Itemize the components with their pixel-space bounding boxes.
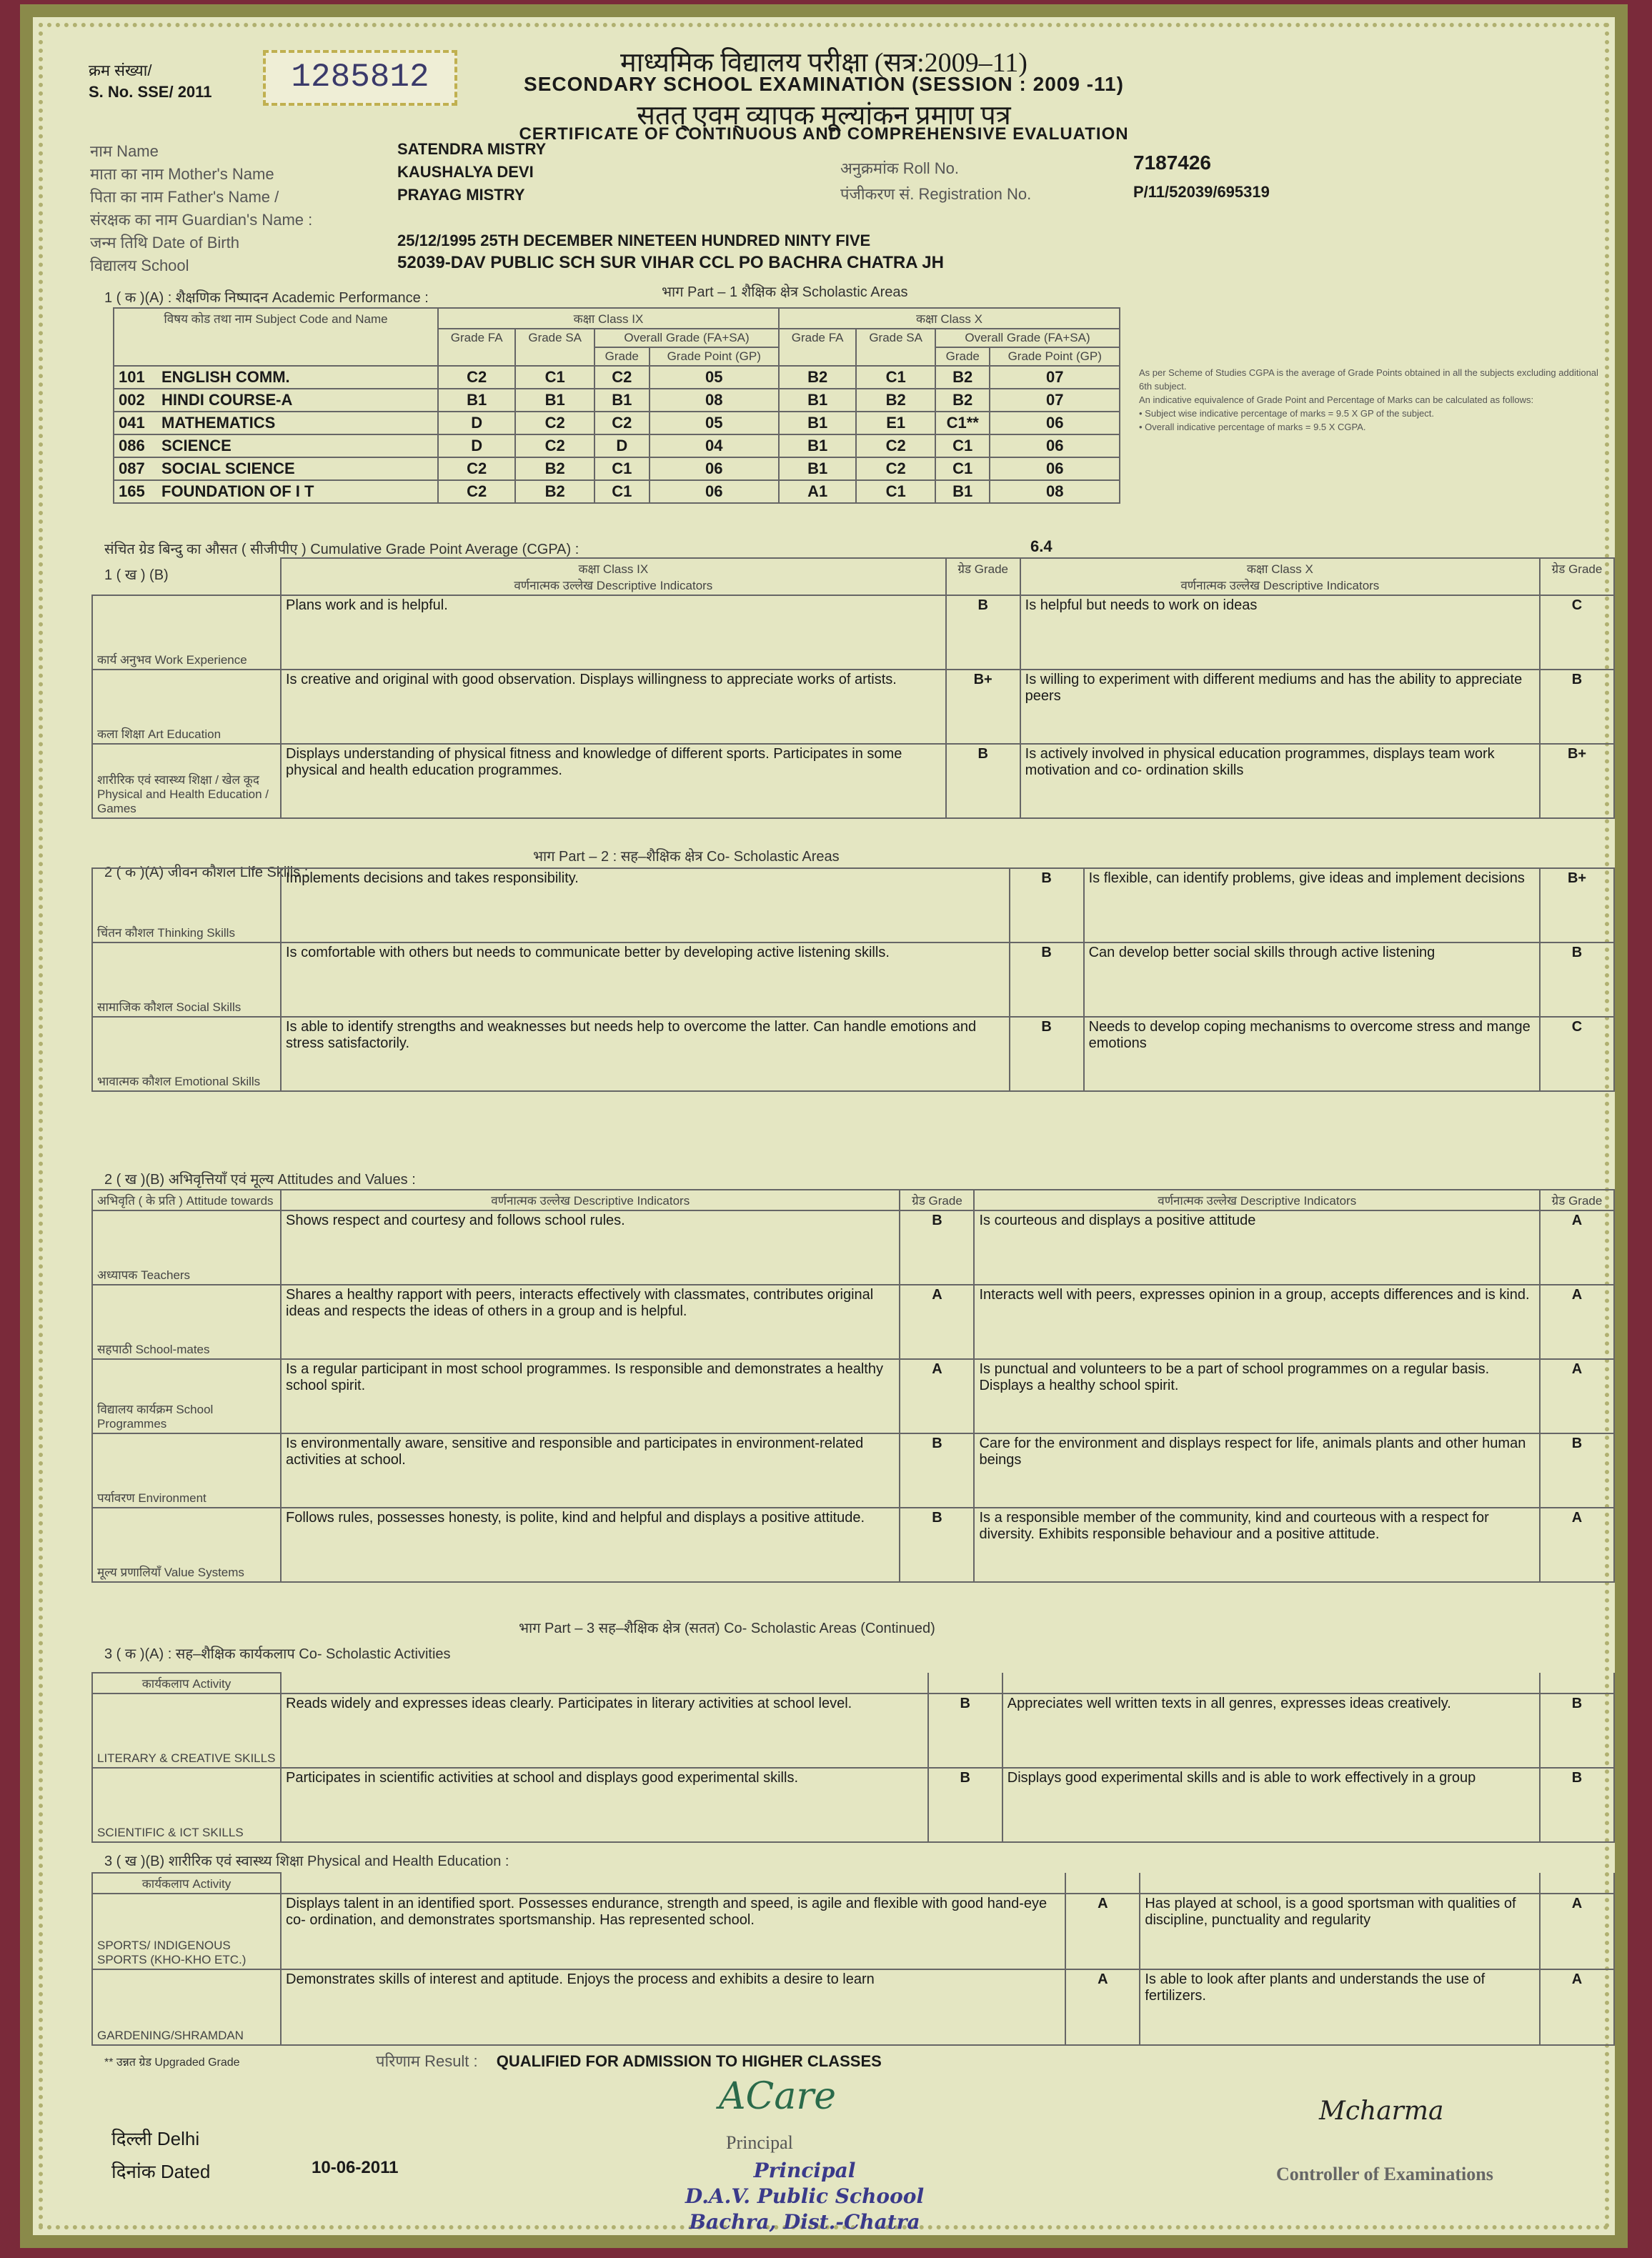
- class10-grade: B: [1540, 1694, 1614, 1768]
- class9-descriptor: Plans work and is helpful.: [281, 595, 946, 670]
- grade-cell: C1: [935, 457, 990, 480]
- class10-descriptor: Needs to develop coping mechanisms to overcome stress and mange emotions: [1084, 1017, 1540, 1091]
- result-value: QUALIFIED FOR ADMISSION TO HIGHER CLASSES: [496, 2052, 882, 2070]
- class9-grade: B: [1010, 1017, 1084, 1091]
- subject-name: FOUNDATION OF I T: [161, 482, 314, 500]
- class9-descriptor: Is able to identify strengths and weaknesses but needs help to overcome the latter. Can handle emotions and stress satisfactorily.: [281, 1017, 1010, 1091]
- row-label: SPORTS/ INDIGENOUS SPORTS (KHO-KHO ETC.): [92, 1894, 281, 1969]
- subject-name: MATHEMATICS: [161, 414, 276, 432]
- class9-header: कक्षा Class IX: [438, 308, 779, 329]
- grade-cell: 08: [650, 389, 779, 412]
- side-note: • Subject wise indicative percentage of marks = 9.5 X GP of the subject.: [1139, 408, 1434, 419]
- grade-cell: C1: [594, 480, 649, 503]
- grade-cell: 06: [650, 457, 779, 480]
- subject-name: HINDI COURSE-A: [161, 391, 293, 409]
- grade-cell: 07: [990, 389, 1120, 412]
- class9-grade: B: [946, 744, 1020, 818]
- serial-label-en: S. No. SSE/ 2011: [89, 83, 212, 101]
- mother-name: KAUSHALYA DEVI: [397, 163, 534, 181]
- side-notes: [1139, 366, 1611, 434]
- principal-signature: ACare: [719, 2075, 836, 2118]
- subject-code: 002: [119, 391, 145, 409]
- class10-grade: A: [1540, 1210, 1614, 1285]
- table-row: [114, 366, 1120, 389]
- row-label: GARDENING/SHRAMDAN: [92, 1969, 281, 2045]
- grade-fa-header: Grade FA: [779, 329, 856, 366]
- class9-descriptor: Displays understanding of physical fitness and knowledge of different sports. Participates in some physical and health education programmes.: [281, 744, 946, 818]
- grade-cell: B2: [856, 389, 935, 412]
- class9-grade: A: [1065, 1894, 1140, 1969]
- row-label: पर्यावरण Environment: [92, 1433, 281, 1508]
- grade-cell: B2: [515, 457, 594, 480]
- school-value: 52039-DAV PUBLIC SCH SUR VIHAR CCL PO BACHRA CHATRA JH: [397, 253, 944, 272]
- part1b-section-label: 1 ( ख ) (B): [104, 567, 169, 583]
- table-row: [92, 1017, 1614, 1091]
- class10-descriptor: Has played at school, is a good sportsman with qualities of discipline, punctuality and regularity: [1140, 1894, 1540, 1969]
- subject-name: SCIENCE: [161, 437, 232, 454]
- class9-header: [281, 558, 946, 595]
- grade-cell: 06: [990, 434, 1120, 457]
- table-row: [92, 1210, 1614, 1285]
- desc-header: वर्णनात्मक उल्लेख Descriptive Indicators: [974, 1190, 1540, 1210]
- class9-descriptor: Is environmentally aware, sensitive and responsible and participates in environment-related activities at school.: [281, 1433, 900, 1508]
- class10-grade: A: [1540, 1508, 1614, 1582]
- class9-grade: B: [900, 1433, 974, 1508]
- grade-cell: B1: [594, 389, 649, 412]
- blank-header: [928, 1673, 1002, 1694]
- class9-grade: B: [1010, 868, 1084, 943]
- grade-sa-header: Grade SA: [515, 329, 594, 366]
- grade-cell: C2: [594, 412, 649, 434]
- controller-label: Controller of Examinations: [1276, 2164, 1493, 2184]
- grade-cell: D: [438, 434, 515, 457]
- hindi-subtitle: सतत् एवम् व्यापक मूल्यांकन प्रमाण पत्र: [637, 101, 1011, 131]
- side-note: • Overall indicative percentage of marks = 9.5 X CGPA.: [1139, 422, 1366, 432]
- table-row: [92, 744, 1614, 818]
- class10-descriptor: Is able to look after plants and understands the use of fertilizers.: [1140, 1969, 1540, 2045]
- grade-cell: C1: [515, 366, 594, 389]
- class9-descriptor: Shows respect and courtesy and follows school rules.: [281, 1210, 900, 1285]
- grade-header: Grade: [935, 347, 990, 366]
- row-label: अध्यापक Teachers: [92, 1210, 281, 1285]
- dob-value: 25/12/1995 25TH DECEMBER NINETEEN HUNDRED NINTY FIVE: [397, 232, 871, 249]
- grade-cell: C2: [856, 457, 935, 480]
- grade-cell: D: [594, 434, 649, 457]
- blank-header: [281, 1873, 1065, 1894]
- table-row: [114, 412, 1120, 434]
- grade-cell: B2: [515, 480, 594, 503]
- class10-descriptor: Is courteous and displays a positive attitude: [974, 1210, 1540, 1285]
- class10-grade: C: [1540, 595, 1614, 670]
- class10-descriptor: Interacts well with peers, expresses opinion in a group, accepts differences and is kind.: [974, 1285, 1540, 1359]
- subject-cell: [114, 434, 438, 457]
- cgpa-value: 6.4: [1030, 537, 1053, 555]
- table-row: [92, 943, 1614, 1017]
- blank-header: [92, 558, 281, 595]
- subject-code: 041: [119, 414, 145, 432]
- overall-header: Overall Grade (FA+SA): [594, 329, 779, 347]
- scholastic-table: [113, 307, 1120, 504]
- class9-grade: A: [1065, 1969, 1140, 2045]
- subject-cell: [114, 457, 438, 480]
- principal-label: Principal: [726, 2132, 793, 2153]
- part3-part-label: भाग Part – 3 सह–शैक्षिक क्षेत्र (सतत) Co- Scholastic Areas (Continued): [519, 1621, 935, 1636]
- gp-header: Grade Point (GP): [990, 347, 1120, 366]
- class10-grade: B: [1540, 943, 1614, 1017]
- subject-cell: [114, 412, 438, 434]
- class10-descriptor: Care for the environment and displays respect for life, animals plants and other human beings: [974, 1433, 1540, 1508]
- class9-descriptor: Displays talent in an identified sport. Possesses endurance, strength and speed, is agile and flexible with good hand-eye co- ordination, and demonstrates sportsmanship. Has represented school.: [281, 1894, 1065, 1969]
- grade-sa-header: Grade SA: [856, 329, 935, 366]
- part2-section-label: 2 ( क )(A) जीवन कौशल Life Skills :: [104, 865, 309, 880]
- row-label: चिंतन कौशल Thinking Skills: [92, 868, 281, 943]
- grade-cell: 05: [650, 366, 779, 389]
- stamp-line: D.A.V. Public Schoool: [685, 2184, 925, 2208]
- class9-grade: B: [928, 1694, 1002, 1768]
- stamp-line: Principal: [753, 2159, 856, 2182]
- grade-cell: 04: [650, 434, 779, 457]
- class9-grade: A: [900, 1359, 974, 1433]
- class10-header: [1020, 558, 1540, 595]
- table-row: [92, 868, 1614, 943]
- upgraded-note: ** उन्नत ग्रेड Upgraded Grade: [104, 2056, 240, 2069]
- class9-grade: B: [900, 1210, 974, 1285]
- grade-cell: C1: [594, 457, 649, 480]
- physical-education-table: [91, 1872, 1615, 2046]
- blank-header: [1540, 1673, 1614, 1694]
- class10-descriptor: Is flexible, can identify problems, give ideas and implement decisions: [1084, 868, 1540, 943]
- dob-label: जन्म तिथि Date of Birth: [90, 234, 239, 252]
- class10-descriptor: Can develop better social skills through active listening: [1084, 943, 1540, 1017]
- grade-header: ग्रेड Grade: [1540, 1190, 1614, 1210]
- grade-cell: C1: [856, 366, 935, 389]
- class9-descriptor: Implements decisions and takes responsibility.: [281, 868, 1010, 943]
- blank-header: [281, 1673, 928, 1694]
- desc-header: वर्णनात्मक उल्लेख Descriptive Indicators: [281, 1190, 900, 1210]
- table-row: [92, 1359, 1614, 1433]
- grade-cell: 06: [990, 412, 1120, 434]
- row-label: विद्यालय कार्यक्रम School Programmes: [92, 1359, 281, 1433]
- side-note: An indicative equivalence of Grade Point and Percentage of Marks can be calculated as follows:: [1139, 394, 1534, 405]
- grade-fa-header: Grade FA: [438, 329, 515, 366]
- grade-cell: B1: [515, 389, 594, 412]
- class10-descriptor: Is punctual and volunteers to be a part of school programmes on a regular basis. Displays a healthy school spirit.: [974, 1359, 1540, 1433]
- grade-cell: B1: [438, 389, 515, 412]
- class9-grade: B+: [946, 670, 1020, 744]
- class9-descriptor: Is creative and original with good observation. Displays willingness to appreciate works of artists.: [281, 670, 946, 744]
- class10-descriptor: Is willing to experiment with different mediums and has the ability to appreciate peers: [1020, 670, 1540, 744]
- class9-grade: B: [1010, 943, 1084, 1017]
- father-label: पिता का नाम Father's Name /: [90, 188, 279, 206]
- class10-grade: A: [1540, 1285, 1614, 1359]
- row-label: सामाजिक कौशल Social Skills: [92, 943, 281, 1017]
- date-value: 10-06-2011: [312, 2158, 399, 2177]
- class9-descriptor: Is comfortable with others but needs to communicate better by developing active listening skills.: [281, 943, 1010, 1017]
- certificate-paper: [20, 4, 1628, 2248]
- guardian-label: संरक्षक का नाम Guardian's Name :: [90, 211, 313, 229]
- row-label: SCIENTIFIC & ICT SKILLS: [92, 1768, 281, 1842]
- activities-table: [91, 1672, 1615, 1843]
- result-label: परिणाम Result :: [376, 2052, 478, 2070]
- subject-code: 165: [119, 482, 145, 500]
- grade-cell: B2: [935, 389, 990, 412]
- class9-grade: A: [900, 1285, 974, 1359]
- grade-cell: C2: [594, 366, 649, 389]
- row-label: मूल्य प्रणालियाँ Value Systems: [92, 1508, 281, 1582]
- grade-cell: B1: [779, 412, 856, 434]
- class9-grade: B: [900, 1508, 974, 1582]
- blank-header: [1140, 1873, 1540, 1894]
- table-row: [114, 480, 1120, 503]
- grade-cell: C2: [515, 412, 594, 434]
- blank-header: [1065, 1873, 1140, 1894]
- blank-header: [1540, 1873, 1614, 1894]
- school-label: विद्यालय School: [90, 257, 189, 274]
- english-subtitle: CERTIFICATE OF CONTINUOUS AND COMPREHENSIVE EVALUATION: [519, 124, 1129, 144]
- row-label: भावात्मक कौशल Emotional Skills: [92, 1017, 281, 1091]
- cgpa-label: संचित ग्रेड बिन्दु का औसत ( सीजीपीए ) Cumulative Grade Point Average (CGPA) :: [104, 542, 579, 557]
- part3b-section-label: 3 ( ख )(B) शारीरिक एवं स्वास्थ्य शिक्षा Physical and Health Education :: [104, 1854, 509, 1869]
- class10-descriptor: Displays good experimental skills and is able to work effectively in a group: [1002, 1768, 1540, 1842]
- class9-descriptor: Demonstrates skills of interest and aptitude. Enjoys the process and exhibits a desire to learn: [281, 1969, 1065, 2045]
- class10-descriptor: Is a responsible member of the community, kind and courteous with a respect for diversity. Exhibits responsible behaviour and a positive attitude.: [974, 1508, 1540, 1582]
- subject-code: 101: [119, 368, 145, 386]
- side-note: As per Scheme of Studies CGPA is the average of Grade Points obtained in all the subjects excluding additional 6th subject.: [1139, 367, 1598, 392]
- class9-label: कक्षा Class IX: [578, 562, 649, 576]
- grade-cell: C2: [515, 434, 594, 457]
- grade-cell: B1: [779, 434, 856, 457]
- class10-grade: A: [1540, 1359, 1614, 1433]
- overall-header: Overall Grade (FA+SA): [935, 329, 1120, 347]
- table-row: [92, 1508, 1614, 1582]
- grade-cell: C2: [856, 434, 935, 457]
- part3-section-label: 3 ( क )(A) : सह–शैक्षिक कार्यकलाप Co- Scholastic Activities: [104, 1646, 451, 1662]
- grade-cell: 07: [990, 366, 1120, 389]
- grade-cell: B1: [779, 389, 856, 412]
- part1-part-label: भाग Part – 1 शैक्षिक क्षेत्र Scholastic Areas: [662, 284, 908, 300]
- class10-descriptor: Is helpful but needs to work on ideas: [1020, 595, 1540, 670]
- table-row: [92, 1694, 1614, 1768]
- activity-header: कार्यकलाप Activity: [92, 1673, 281, 1694]
- grade-cell: 05: [650, 412, 779, 434]
- part1-section-label: 1 ( क )(A) : शैक्षणिक निष्पादन Academic Performance :: [104, 290, 429, 306]
- part2b-section-label: 2 ( ख )(B) अभिवृत्तियाँ एवं मूल्य Attitudes and Values :: [104, 1172, 416, 1188]
- gp-header: Grade Point (GP): [650, 347, 779, 366]
- table-row: [114, 434, 1120, 457]
- table-row: [92, 670, 1614, 744]
- serial-label-hi: क्रम संख्या/: [89, 61, 152, 79]
- life-skills-table: [91, 867, 1615, 1092]
- grade-cell: B2: [935, 366, 990, 389]
- attitudes-table: [91, 1189, 1615, 1583]
- subject-header: विषय कोड तथा नाम Subject Code and Name: [114, 308, 438, 366]
- table-row: [92, 1894, 1614, 1969]
- grade-cell: B1: [779, 457, 856, 480]
- table-row: [92, 1285, 1614, 1359]
- subject-code: 086: [119, 437, 145, 454]
- grade-cell: A1: [779, 480, 856, 503]
- table-row: [92, 595, 1614, 670]
- grade-cell: C1: [935, 434, 990, 457]
- subject-code: 087: [119, 459, 145, 477]
- mother-label: माता का नाम Mother's Name: [90, 165, 274, 183]
- grade-cell: C1**: [935, 412, 990, 434]
- controller-signature: Mcharma: [1319, 2097, 1444, 2126]
- stamp-line: Bachra, Dist.-Chatra: [689, 2210, 920, 2234]
- row-label: कार्य अनुभव Work Experience: [92, 595, 281, 670]
- principal-stamp: [604, 2158, 1005, 2235]
- grade-cell: C1: [856, 480, 935, 503]
- row-label: कला शिक्षा Art Education: [92, 670, 281, 744]
- class10-grade: C: [1540, 1017, 1614, 1091]
- father-name: PRAYAG MISTRY: [397, 186, 525, 204]
- class10-grade: A: [1540, 1969, 1614, 2045]
- subject-cell: [114, 366, 438, 389]
- desc-label: वर्णनात्मक उल्लेख Descriptive Indicators: [1180, 579, 1380, 592]
- class9-descriptor: Is a regular participant in most school programmes. Is responsible and demonstrates a healthy school spirit.: [281, 1359, 900, 1433]
- table-row: [114, 457, 1120, 480]
- reg-value: P/11/52039/695319: [1133, 183, 1270, 201]
- grade-cell: D: [438, 412, 515, 434]
- subject-name: SOCIAL SCIENCE: [161, 459, 295, 477]
- class9-descriptor: Shares a healthy rapport with peers, interacts effectively with classmates, contributes original ideas and respects the ideas of others in a group and is helpful.: [281, 1285, 900, 1359]
- subject-name: ENGLISH COMM.: [161, 368, 290, 386]
- name-label: नाम Name: [90, 142, 159, 160]
- class9-grade: B: [946, 595, 1020, 670]
- serial-number: 1285812: [263, 50, 457, 106]
- part2-part-label: भाग Part – 2 : सह–शैक्षिक क्षेत्र Co- Scholastic Areas: [533, 849, 840, 865]
- subject-cell: [114, 480, 438, 503]
- grade-header: ग्रेड Grade: [1540, 558, 1614, 595]
- table-row: [114, 389, 1120, 412]
- class9-descriptor: Participates in scientific activities at school and displays good experimental skills.: [281, 1768, 928, 1842]
- class10-grade: B+: [1540, 868, 1614, 943]
- grade-cell: 08: [990, 480, 1120, 503]
- descriptive-table-1b: [91, 557, 1615, 819]
- attitude-header: अभिवृति ( के प्रति ) Attitude towards: [92, 1190, 281, 1210]
- blank-header: [1002, 1673, 1540, 1694]
- grade-cell: C2: [438, 366, 515, 389]
- serial-label: [89, 60, 212, 103]
- grade-cell: C2: [438, 457, 515, 480]
- class10-grade: B: [1540, 1433, 1614, 1508]
- grade-cell: B2: [779, 366, 856, 389]
- date-label: दिनांक Dated: [111, 2161, 211, 2182]
- class10-descriptor: Appreciates well written texts in all genres, expresses ideas creatively.: [1002, 1694, 1540, 1768]
- class9-grade: B: [928, 1768, 1002, 1842]
- row-label: सहपाठी School-mates: [92, 1285, 281, 1359]
- grade-cell: C2: [438, 480, 515, 503]
- subject-cell: [114, 389, 438, 412]
- activity-header: कार्यकलाप Activity: [92, 1873, 281, 1894]
- table-row: [92, 1768, 1614, 1842]
- class10-descriptor: Is actively involved in physical education programmes, displays team work motivation and co- ordination skills: [1020, 744, 1540, 818]
- class9-descriptor: Reads widely and expresses ideas clearly. Participates in literary activities at school level.: [281, 1694, 928, 1768]
- reg-label: पंजीकरण सं. Registration No.: [840, 185, 1032, 203]
- hindi-title: माध्यमिक विद्यालय परीक्षा (सत्र:2009–11): [620, 48, 1027, 78]
- class10-grade: B: [1540, 1768, 1614, 1842]
- row-label: शारीरिक एवं स्वास्थ्य शिक्षा / खेल कूद Physical and Health Education / Games: [92, 744, 281, 818]
- grade-cell: 06: [650, 480, 779, 503]
- desc-label: वर्णनात्मक उल्लेख Descriptive Indicators: [514, 579, 713, 592]
- grade-cell: B1: [935, 480, 990, 503]
- class10-header: कक्षा Class X: [779, 308, 1120, 329]
- table-row: [92, 1969, 1614, 2045]
- place-label: दिल्ली Delhi: [111, 2128, 200, 2149]
- roll-value: 7187426: [1133, 151, 1212, 174]
- row-label: LITERARY & CREATIVE SKILLS: [92, 1694, 281, 1768]
- class10-label: कक्षा Class X: [1246, 562, 1313, 576]
- class10-grade: A: [1540, 1894, 1614, 1969]
- grade-header: ग्रेड Grade: [900, 1190, 974, 1210]
- student-name: SATENDRA MISTRY: [397, 140, 547, 158]
- roll-label: अनुक्रमांक Roll No.: [840, 159, 960, 177]
- class10-grade: B: [1540, 670, 1614, 744]
- class10-grade: B+: [1540, 744, 1614, 818]
- grade-header: ग्रेड Grade: [946, 558, 1020, 595]
- class9-descriptor: Follows rules, possesses honesty, is polite, kind and helpful and displays a positive attitude.: [281, 1508, 900, 1582]
- grade-cell: 06: [990, 457, 1120, 480]
- table-row: [92, 1433, 1614, 1508]
- grade-header: Grade: [594, 347, 649, 366]
- grade-cell: E1: [856, 412, 935, 434]
- english-title: SECONDARY SCHOOL EXAMINATION (SESSION : 2009 -11): [524, 73, 1124, 95]
- result-line: [376, 2050, 882, 2072]
